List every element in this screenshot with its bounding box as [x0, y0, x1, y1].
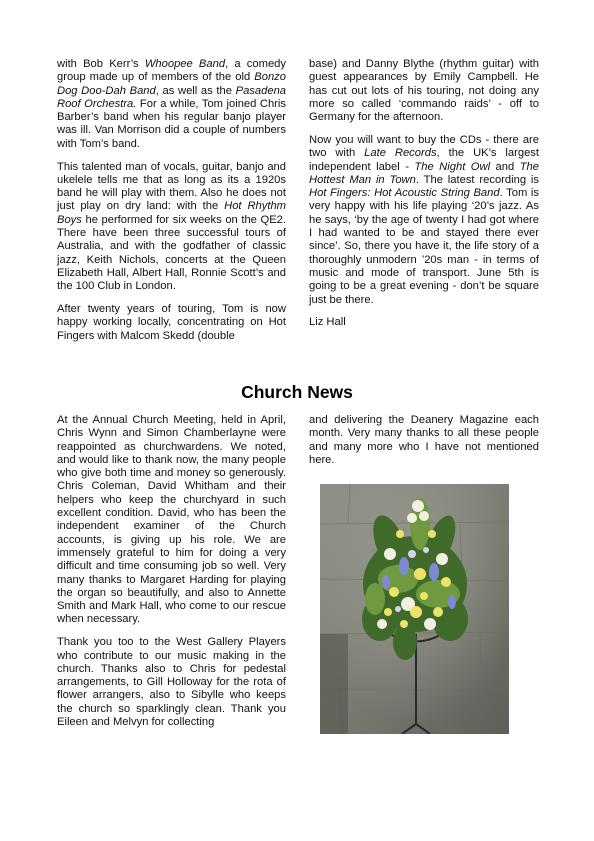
paragraph	[57, 414, 286, 627]
text-run: After twenty years of touring, Tom is now happy working locally, concentrating on Hot Fingers with Malcom Skedd (double	[57, 303, 286, 342]
italic-title-text: Whoopee Band	[144, 58, 226, 70]
text-run: with Bob Kerr’s	[57, 58, 145, 70]
paragraph	[309, 58, 539, 124]
text-run: . Tom is very happy with his life playing ‘20’s jazz. As he says, ‘by the age of twenty I had got where I had wanted to be and stayed there ever since’. So, there you have it, the life story of a thoroughly unmodern ’20s man - in terms of music and mode of transport. June 5th is going to be a great evening - don’t be square just be there.	[309, 187, 539, 306]
article-right-column	[309, 58, 539, 339]
text-run: At the Annual Church Meeting, held in April, Chris Wynn and Simon Chamberlayne were reappointed as churchwardens. We noted, and would like to thank now, the many people who give both time and money so generously. Chris Coleman, David Whitham and their helpers who keep the churchyard in such excellent condition. David, who has been the independent examiner of the Church accounts, is giving up his role. We are immensely grateful to him for doing a very difficult and time consuming job so well. Very many thanks to Margaret Harding for playing the organ so beautifully, and also to Annette Smith and Mark Hall, who come to our rescue when necessary.	[57, 414, 286, 626]
text-run: , as well as the	[155, 84, 236, 97]
paragraph	[309, 414, 539, 467]
text-run: and delivering the Deanery Magazine each month. Very many thanks to all these people and many more who I have not mentioned here.	[309, 414, 539, 466]
flower-arrangement-photo	[320, 484, 509, 734]
italic-title-text: The Night Owl	[414, 160, 491, 173]
paragraph	[57, 161, 286, 294]
author-signature: Liz Hall	[309, 316, 346, 329]
text-run: base) and Danny Blythe (rhythm guitar) with guest appearances by Emily Campbell. He has cut out lots of his touring, not doing any more so called ‘commando raids’ - off to Germany for the afternoon.	[309, 58, 539, 124]
church-news-right-column	[309, 414, 539, 477]
text-run: This talented man of vocals, guitar, banjo and ukelele tells me that as long as its a 1920s band he will play with them. Also he does not just play on dry land: with the	[57, 160, 286, 213]
article-right-paragraphs	[309, 58, 539, 307]
italic-title-text: Hot Rhythm Boys	[57, 200, 287, 226]
text-run: , the UK’s largest independent label -	[309, 147, 539, 173]
italic-title-text: Bonzo Dog Doo-Dah Band	[57, 71, 286, 97]
text-run: Now you will want to buy the CDs - there are two with	[309, 133, 539, 160]
text-run: , a comedy group made up of members of the old	[57, 58, 286, 84]
italic-title-text: Hot Fingers: Hot Acoustic String Band	[309, 187, 500, 200]
italic-title-text: Late Records	[364, 147, 437, 160]
paragraph	[57, 58, 286, 151]
church-news-left-column	[57, 414, 286, 739]
paragraph	[57, 303, 286, 343]
paragraph	[309, 134, 539, 307]
text-run: For a while, Tom joined Chris Barber’s band when his regular banjo player was ill. Van Morrison did a couple of numbers with Tom’s band.	[57, 97, 286, 150]
text-run: he performed for six weeks on the QE2. There have been three successful tours of Australia, and with the godfather of classic jazz, Keith Nichols, concerts at the Queen Elizabeth Hall, Albert Hall, Ronnie Scott’s and the 100 Club in London.	[57, 213, 286, 293]
text-run: . The latest recording is	[415, 173, 539, 186]
section-heading-church-news: Church News	[241, 382, 353, 402]
italic-title-text: Pasadena Roof Orchestra.	[57, 84, 287, 110]
text-run: and	[490, 160, 520, 173]
article-left-column	[57, 58, 286, 352]
paragraph	[57, 636, 286, 729]
text-run: Thank you too to the West Gallery Players who contribute to our music making in the church. Thanks also to Chris for pedestal arrangements, to Gill Holloway for the rota of flower arrangers, also to Sibylle who keeps the church so sparklingly clean. Thank you Eileen and Melvyn for collecting	[57, 636, 286, 729]
italic-title-text: The Hottest Man in Town	[309, 160, 539, 186]
